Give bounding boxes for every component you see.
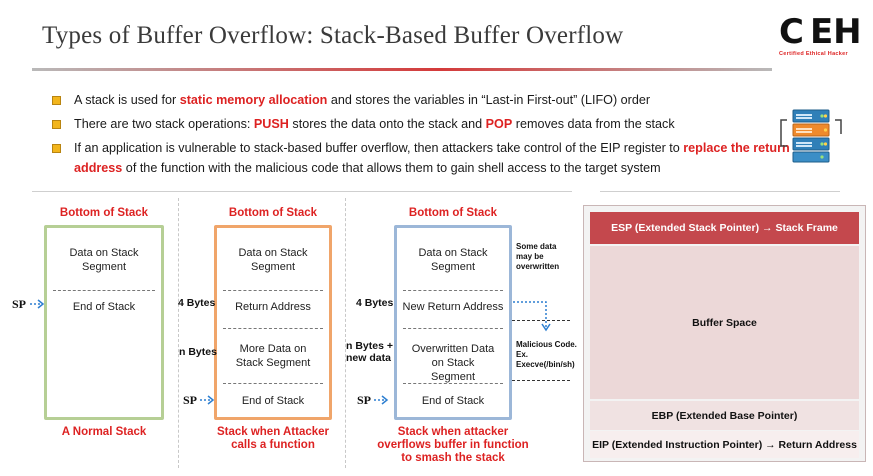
stack-cell: Data on Stack Segment [418,247,488,273]
stack-caption: Stack when Attacker calls a function [216,426,330,451]
stack-caption: A Normal Stack [61,426,147,438]
logo-letter-c: C [779,12,804,52]
normal-stack [44,225,164,420]
size-label: 4 Bytes [178,297,216,309]
ceh-logo [779,12,862,64]
bottom-of-stack-label: Bottom of Stack [408,207,498,219]
bullet-square-icon [52,96,61,105]
overwrite-note: Some data may be overwritten [516,242,560,271]
bullet-square-icon [52,144,61,153]
sp-arrow-icon [374,395,390,405]
stack-cell: End of Stack [421,395,485,407]
stack-cell: End of Stack [72,301,136,313]
stack-separator [403,383,503,384]
bottom-of-stack-label: Bottom of Stack [59,207,149,219]
bullet-item: A stack is used for static memory allocation and stores the variables in “Last-in First-out” (LIFO) order [52,90,792,110]
redirect-arrow-icon [512,296,556,336]
stack-cell: Data on Stack Segment [238,247,308,273]
column-divider [178,198,179,468]
sp-label: SP [183,393,198,407]
title-underline [32,68,772,71]
size-label: n Bytes [179,346,217,358]
section-divider [32,191,572,192]
stack-separator [223,290,323,291]
slide-title: Types of Buffer Overflow: Stack-Based Buffer Overflow [42,22,624,49]
ebp-block: EBP (Extended Base Pointer) [590,401,859,430]
stack-separator [223,383,323,384]
stack-cell: End of Stack [241,395,305,407]
call-stack [214,225,332,420]
esp-block: ESP (Extended Stack Pointer) → Stack Frame [590,212,859,244]
logo-tagline: Certified Ethical Hacker [779,51,848,57]
buffer-space-block: Buffer Space [590,246,859,399]
stack-cell: Data on Stack Segment [69,247,139,273]
sp-label: SP [12,297,27,311]
malicious-code-note: Malicious Code. Ex. Execve(/bin/sh) [516,340,577,369]
stack-separator [223,328,323,329]
logo-letters-eh: EH [809,12,862,52]
bottom-of-stack-label: Bottom of Stack [228,207,318,219]
bullet-list [52,90,792,182]
server-stack-icon [779,106,843,164]
stack-separator [403,290,503,291]
stack-cell: Overwritten Data on Stack Segment [411,343,495,383]
size-label: n Bytes + new data [346,340,393,364]
eip-block: EIP (Extended Instruction Pointer) → Return Address [590,431,859,458]
stack-cell: New Return Address [402,301,504,313]
bullet-item: There are two stack operations: PUSH stores the data onto the stack and POP removes data from the stack [52,114,792,134]
stack-cell: Return Address [235,301,311,313]
sp-arrow-icon [30,299,46,309]
section-divider [600,191,840,192]
stack-cell: More Data on Stack Segment [235,343,311,369]
sp-arrow-icon [200,395,216,405]
stack-separator [53,290,155,291]
stack-caption: Stack when attacker overflows buffer in function to smash the stack [377,426,529,464]
column-divider [345,198,346,468]
bullet-item: If an application is vulnerable to stack-based buffer overflow, then attackers take control of the EIP register to replace the return address of the function with the malicious code that allows them to gain shell access to the target system [52,138,792,178]
stack-separator [403,328,503,329]
sp-label: SP [357,393,372,407]
overflow-stack [394,225,512,420]
memory-layout-panel [583,205,866,462]
size-label: 4 Bytes [356,297,394,309]
boundary-dash [512,380,570,381]
bullet-square-icon [52,120,61,129]
